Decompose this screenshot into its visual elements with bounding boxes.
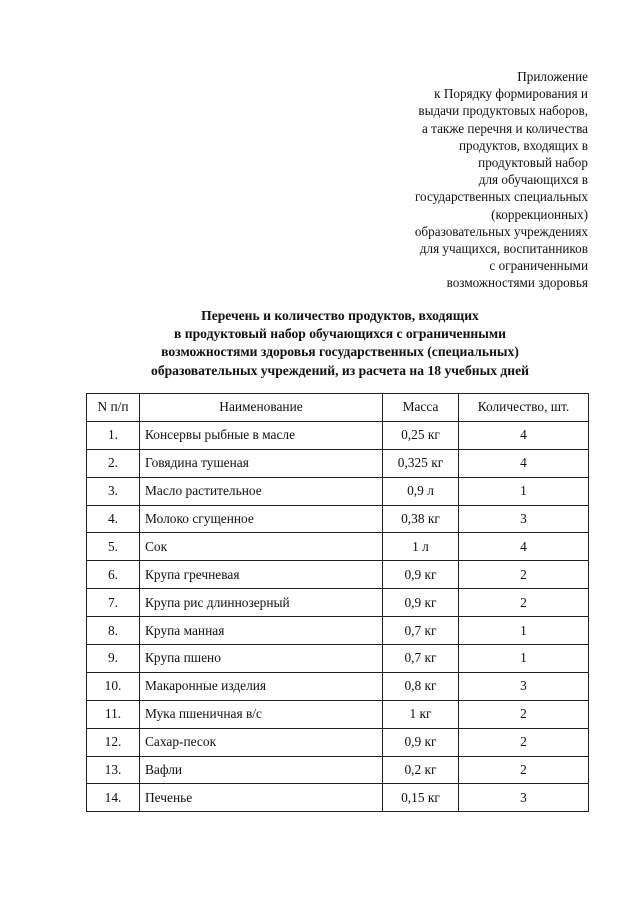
row-mass: 0,9 л <box>383 477 459 505</box>
row-mass: 1 кг <box>383 700 459 728</box>
row-number: 9. <box>87 645 140 673</box>
row-name <box>140 617 383 645</box>
row-quantity: 1 <box>459 617 589 645</box>
row-quantity: 4 <box>459 533 589 561</box>
appendix-line: возможностями здоровья <box>446 275 588 291</box>
row-name-text: Сахар-песок <box>145 734 217 750</box>
row-mass: 0,38 кг <box>383 505 459 533</box>
title-line: возможностями здоровья государственных (специальных) <box>161 344 519 360</box>
row-mass: 0,25 кг <box>383 421 459 449</box>
table-row <box>87 645 589 673</box>
appendix-line: к Порядку формирования и <box>434 86 588 102</box>
row-name <box>140 477 383 505</box>
appendix-line: продуктов, входящих в <box>458 137 588 153</box>
row-mass: 0,15 кг <box>383 784 459 812</box>
table-row <box>87 421 589 449</box>
appendix-block <box>415 68 588 292</box>
row-mass: 0,7 кг <box>383 645 459 673</box>
products-table <box>86 393 589 812</box>
row-name <box>140 589 383 617</box>
row-quantity: 2 <box>459 756 589 784</box>
table-body <box>87 421 589 811</box>
title-line: Перечень и количество продуктов, входящих <box>201 308 479 323</box>
table-row <box>87 561 589 589</box>
row-quantity: 4 <box>459 421 589 449</box>
row-name <box>140 449 383 477</box>
appendix-line: государственных специальных <box>414 189 588 205</box>
table-row <box>87 589 589 617</box>
row-name <box>140 533 383 561</box>
row-mass: 0,9 кг <box>383 728 459 756</box>
header-number: N п/п <box>87 394 140 422</box>
header-quantity: Количество, шт. <box>459 394 589 422</box>
table-header-row <box>87 394 589 422</box>
row-number: 10. <box>87 672 140 700</box>
row-name <box>140 421 383 449</box>
title-line: образовательных учреждений, из расчета на 18 учебных дней <box>151 362 529 378</box>
table-row <box>87 784 589 812</box>
table-row <box>87 617 589 645</box>
row-mass: 0,9 кг <box>383 561 459 589</box>
row-quantity: 2 <box>459 728 589 756</box>
row-mass: 0,8 кг <box>383 672 459 700</box>
row-quantity: 3 <box>459 672 589 700</box>
row-name <box>140 505 383 533</box>
document-title <box>100 307 580 380</box>
row-name-text: Масло растительное <box>145 483 262 499</box>
row-number: 2. <box>87 449 140 477</box>
row-name <box>140 700 383 728</box>
title-line: в продуктовый набор обучающихся с ограниченными <box>174 326 506 342</box>
table-row <box>87 728 589 756</box>
row-mass: 1 л <box>383 533 459 561</box>
row-number: 13. <box>87 756 140 784</box>
appendix-line: с ограниченными <box>489 258 588 274</box>
header-mass: Масса <box>383 394 459 422</box>
row-number: 3. <box>87 477 140 505</box>
table-row <box>87 477 589 505</box>
row-number: 5. <box>87 533 140 561</box>
row-name <box>140 672 383 700</box>
row-name <box>140 784 383 812</box>
row-quantity: 1 <box>459 645 589 673</box>
appendix-line: выдачи продуктовых наборов, <box>418 103 588 119</box>
row-number: 4. <box>87 505 140 533</box>
row-quantity: 2 <box>459 700 589 728</box>
appendix-line: а также перечня и количества <box>422 120 588 136</box>
row-mass: 0,325 кг <box>383 449 459 477</box>
table-row <box>87 533 589 561</box>
table-row <box>87 672 589 700</box>
table-row <box>87 756 589 784</box>
table-row <box>87 700 589 728</box>
row-quantity: 3 <box>459 505 589 533</box>
appendix-line: продуктовый набор <box>478 155 588 171</box>
row-name-text: Крупа гречневая <box>145 566 240 582</box>
row-number: 7. <box>87 589 140 617</box>
table-row <box>87 505 589 533</box>
row-number: 8. <box>87 617 140 645</box>
row-number: 1. <box>87 421 140 449</box>
row-name-text: Сок <box>145 538 168 554</box>
row-name-text: Молоко сгущенное <box>145 511 254 526</box>
row-number: 11. <box>87 700 140 728</box>
row-quantity: 4 <box>459 449 589 477</box>
row-number: 6. <box>87 561 140 589</box>
header-name: Наименование <box>140 394 383 422</box>
row-name-text: Печенье <box>145 789 193 805</box>
row-mass: 0,9 кг <box>383 589 459 617</box>
row-name-text: Мука пшеничная в/с <box>145 706 262 722</box>
appendix-line: образовательных учреждениях <box>414 223 588 239</box>
row-name-text: Говядина тушеная <box>145 455 249 471</box>
row-name <box>140 756 383 784</box>
row-name <box>140 645 383 673</box>
appendix-line: Приложение <box>517 69 588 84</box>
row-mass: 0,7 кг <box>383 617 459 645</box>
appendix-line: (коррекционных) <box>491 206 588 222</box>
row-name <box>140 561 383 589</box>
row-quantity: 1 <box>459 477 589 505</box>
row-number: 12. <box>87 728 140 756</box>
row-name-text: Крупа манная <box>145 622 225 638</box>
row-name-text: Макаронные изделия <box>145 678 267 694</box>
row-name-text: Консервы рыбные в масле <box>145 427 296 443</box>
appendix-line: для обучающихся в <box>478 172 588 188</box>
row-quantity: 2 <box>459 561 589 589</box>
row-quantity: 3 <box>459 784 589 812</box>
row-name <box>140 728 383 756</box>
row-name-text: Крупа рис длиннозерный <box>145 594 290 610</box>
appendix-line: для учащихся, воспитанников <box>419 241 588 257</box>
row-quantity: 2 <box>459 589 589 617</box>
row-name-text: Крупа пшено <box>145 650 221 666</box>
row-name-text: Вафли <box>145 762 183 778</box>
row-mass: 0,2 кг <box>383 756 459 784</box>
table-row <box>87 449 589 477</box>
row-number: 14. <box>87 784 140 812</box>
